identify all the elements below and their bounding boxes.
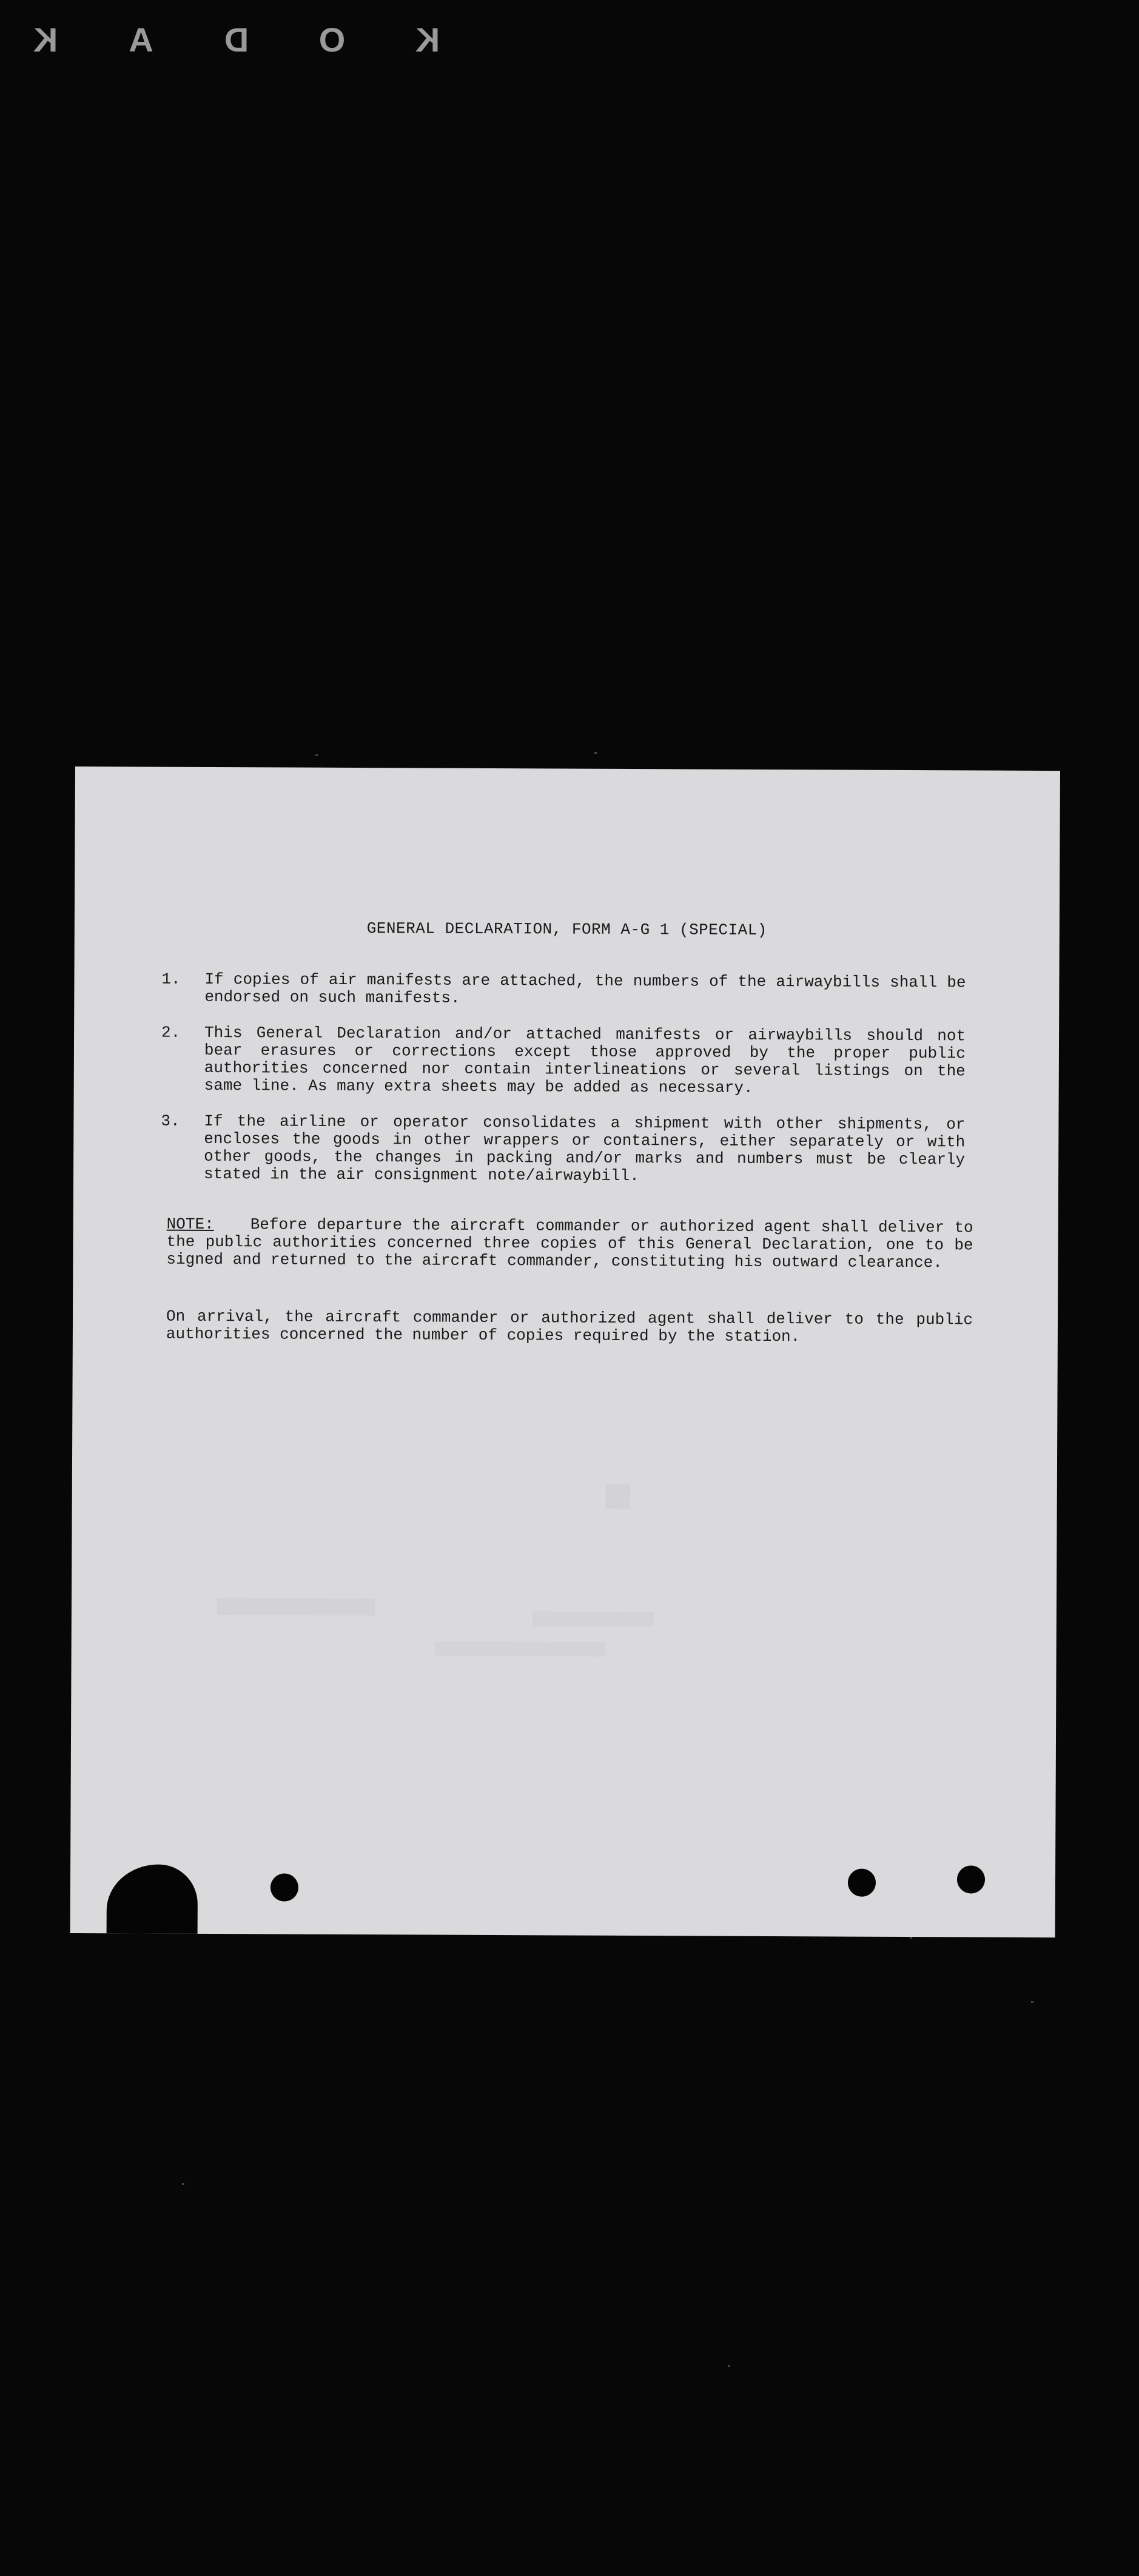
film-speck	[182, 2183, 184, 2185]
note-text: Before departure the aircraft commander or authorized agent shall deliver to the public authorities concerned three copies of this General Declaration, one to be signed and returned to the aircraft commander, constituting his outward clearance.	[166, 1215, 973, 1272]
note-label: NOTE:	[166, 1215, 214, 1234]
item-number: 2.	[161, 1023, 181, 1042]
edge-letter: K	[33, 20, 58, 59]
film-speck	[728, 2365, 730, 2367]
bleed-through-mark	[606, 1484, 630, 1509]
film-edge-marking	[24, 18, 449, 61]
item-number: 1.	[161, 970, 181, 988]
edge-letter: K	[415, 20, 440, 59]
film-speck	[1031, 2001, 1033, 2003]
bleed-through-mark	[435, 1642, 605, 1657]
film-speck	[910, 1937, 912, 1939]
item-text: This General Declaration and/or attached manifests or airwaybills should not bear erasures or corrections except those approved by the proper public authorities concerned nor contain interlineations or several listings on the same line. As many extra sheets may be added as necessary.	[204, 1023, 966, 1097]
document-title: GENERAL DECLARATION, FORM A-G 1 (SPECIAL)	[366, 919, 768, 939]
bleed-through-mark	[533, 1611, 654, 1626]
item-text: If the airline or operator consolidates a shipment with other shipments, or encloses the goods in other wrappers or containers, either separately or with other goods, the changes in packing and/or marks and numbers must be clearly stated in the air consignment note/airwaybill.	[204, 1112, 966, 1186]
punch-hole	[848, 1869, 876, 1897]
document-page	[70, 766, 1060, 1937]
film-speck	[315, 754, 318, 756]
edge-letter: O	[318, 20, 346, 59]
punch-hole	[270, 1873, 298, 1901]
note-paragraph	[166, 1216, 973, 1272]
list-item	[161, 1112, 966, 1187]
list-item	[161, 1023, 966, 1098]
item-text: If copies of air manifests are attached, the numbers of the airwaybills shall be endorsed on such manifests.	[204, 970, 966, 1007]
punch-hole-damage	[107, 1864, 198, 1934]
arrival-paragraph: On arrival, the aircraft commander or authorized agent shall deliver to the public authorities concerned the number of copies required by the station.	[166, 1307, 973, 1346]
bleed-through-mark	[217, 1598, 375, 1615]
list-item	[161, 970, 966, 1010]
punch-hole	[957, 1865, 985, 1893]
film-speck	[594, 752, 597, 754]
edge-letter: A	[129, 20, 153, 59]
edge-letter: D	[224, 20, 249, 59]
item-number: 3.	[161, 1112, 180, 1130]
